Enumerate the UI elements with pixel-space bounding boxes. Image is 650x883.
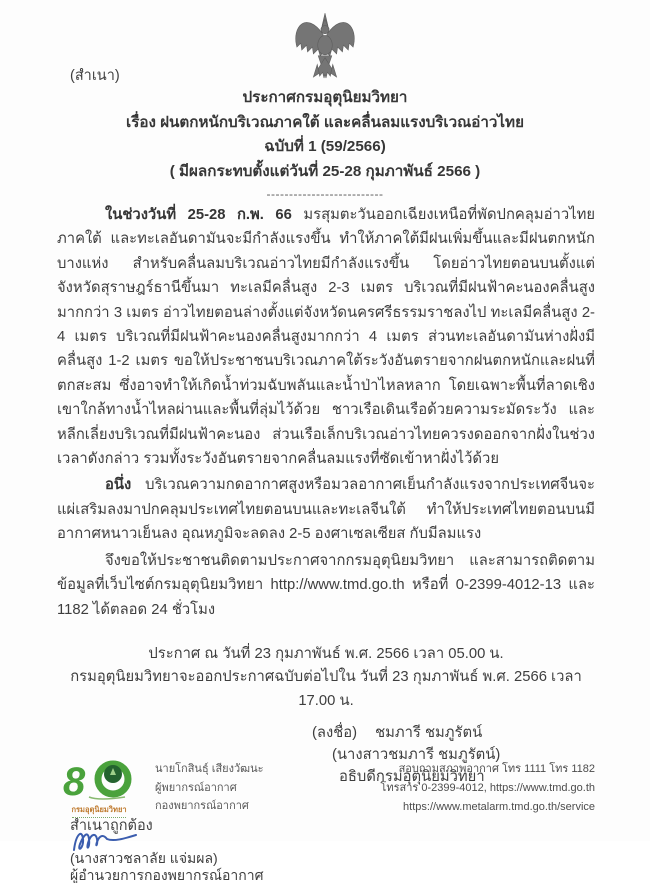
issued-date-line: ประกาศ ณ วันที่ 23 กุมภาพันธ์ พ.ศ. 2566 เวลา 05.00 น.	[148, 645, 504, 662]
signed-line	[312, 722, 537, 744]
issued-block	[57, 643, 595, 714]
paragraph-coldfront	[57, 473, 595, 546]
forecaster-name: นายโกสินธุ์ เสียงวัฒนะ	[155, 763, 264, 775]
paragraph-contact	[57, 549, 595, 622]
anniversary-logo	[55, 757, 143, 818]
certified-copy-label: สำเนาถูกต้อง	[70, 818, 153, 835]
issue-number: ฉบับที่ 1 (59/2566)	[264, 138, 386, 155]
footer	[55, 757, 595, 818]
garuda-emblem-icon	[294, 13, 356, 85]
certifier-name: (นางสาวชลาลัย แจ่มผล)	[70, 850, 218, 867]
title-block	[0, 86, 650, 201]
signature-scribble	[70, 826, 142, 856]
certifier-position: ผู้อำนวยการกองพยากรณ์อากาศ	[70, 866, 264, 883]
paragraph-lead: ในช่วงวันที่ 25-28 ก.พ. 66	[105, 207, 292, 223]
certification-block	[70, 817, 595, 883]
signer-position: อธิบดีกรมอุตุนิยมวิทยา	[339, 769, 485, 786]
svg-text:8: 8	[63, 760, 86, 804]
forecaster-block	[155, 757, 264, 816]
paragraph-forecast	[57, 203, 595, 471]
signed-name: ชมภารี ชมภูรัตน์	[375, 725, 483, 742]
paragraph-text: มรสุมตะวันออกเฉียงเหนือที่พัดปกคลุมอ่าวไทย ภาคใต้ และทะเลอันดามันจะมีกำลังแรงขึ้น ทำให้ภาคใต้มีฝนเพิ่มขึ้นและมีฝนตกหนักบางแห่ง สำหรับคลื่นลมบริเวณอ่าวไทยมีกำลังแรงขึ้น โดยอ่าวไทยตอนบนตั้งแต่จังหวัดสุราษฎร์ธานีขึ้นมา ทะเลมีคลื่นสูง 2-3 เมตร บริเวณที่มีฝนฟ้าคะนองคลื่นสูงมากกว่า 3 เมตร อ่าวไทยตอนล่างตั้งแต่จังหวัดนครศรีธรรมราชลงไป ทะเลมีคลื่นสูง 2-4 เมตร บริเวณที่มีฝนฟ้าคะนองคลื่นสูงมากกว่า 4 เมตร ส่วนทะเลอันดามันห่างฝั่งมีคลื่นสูง 1-2 เมตร ขอให้ประชาชนบริเวณภาคใต้ระวังอันตรายจากฝนตกหนักและฝนที่ตกสะสม ซึ่งอาจทำให้เกิดน้ำท่วมฉับพลันและน้ำป่าไหลหลาก โดยเฉพาะพื้นที่ลาดเชิงเขาใกล้ทางน้ำไหลผ่านและพื้นที่ลุ่มไว้ด้วย ชาวเรือเดินเรือด้วยความระมัดระวัง และหลีกเลี่ยงบริเวณที่มีฝนฟ้าคะนอง ส่วนเรือเล็กบริเวณอ่าวไทยควรงดออกจากฝั่งในช่วงเวลาดังกล่าว รวมทั้งระวังอันตรายจากคลื่นลมแรงที่ซัดเข้าหาฝั่งไว้ด้วย	[57, 207, 595, 468]
tmd-80th-logo-icon	[59, 757, 139, 803]
dashed-divider: --------------------------	[266, 187, 384, 201]
subject-line: เรื่อง ฝนตกหนักบริเวณภาคใต้ และคลื่นลมแรงบริเวณอ่าวไทย	[126, 113, 524, 131]
signer-name-paren: (นางสาวชมภารี ชมภูรัตน์)	[332, 747, 501, 764]
page-title: ประกาศกรมอุตุนิยมวิทยา	[242, 89, 408, 106]
signed-label: (ลงชื่อ)	[312, 725, 358, 742]
effective-period: ( มีผลกระทบตั้งแต่วันที่ 25-28 กุมภาพันธ์ 2566 )	[169, 162, 481, 180]
logo-subline	[72, 816, 126, 818]
contact-phone-line: สอบถามสภาพอากาศ โทร 1111 โทร 1182	[398, 763, 595, 775]
contact-block	[264, 757, 595, 817]
logo-caption: กรมอุตุนิยมวิทยา	[71, 805, 127, 814]
paragraph-text: บริเวณความกดอากาศสูงหรือมวลอากาศเย็นกำลังแรงจากประเทศจีนจะแผ่เสริมลงมาปกคลุมประเทศไทยตอนบนและทะเลจีนใต้ ทำให้ประเทศไทยตอนบนมีอากาศหนาวเย็นลง อุณหภูมิจะลดลง 2-5 องศาเซลเซียส กับมีลมแรง	[57, 477, 595, 543]
paragraph-text: จึงขอให้ประชาชนติดตามประกาศจากกรมอุตุนิยมวิทยา และสามารถติดตามข้อมูลที่เว็บไซต์กรมอุตุนิยมวิทยา http://www.tmd.go.th หรือที่ 0-2399-4012-13 และ 1182 ได้ตลอด 24 ชั่วโมง	[57, 552, 595, 618]
next-issue-line: กรมอุตุนิยมวิทยาจะออกประกาศฉบับต่อไปใน วันที่ 23 กุมภาพันธ์ พ.ศ. 2566 เวลา 17.00 น.	[70, 669, 582, 709]
paragraph-lead: อนึ่ง	[105, 477, 132, 494]
copy-label: (สำเนา)	[70, 68, 120, 84]
contact-fax-website-line: โทรสาร 0-2399-4012, https://www.tmd.go.th	[380, 782, 595, 794]
forecaster-role: ผู้พยากรณ์อากาศ	[155, 781, 237, 794]
forecaster-division: กองพยากรณ์อากาศ	[155, 800, 249, 812]
contact-metalarm-line: https://www.metalarm.tmd.go.th/service	[403, 801, 595, 813]
